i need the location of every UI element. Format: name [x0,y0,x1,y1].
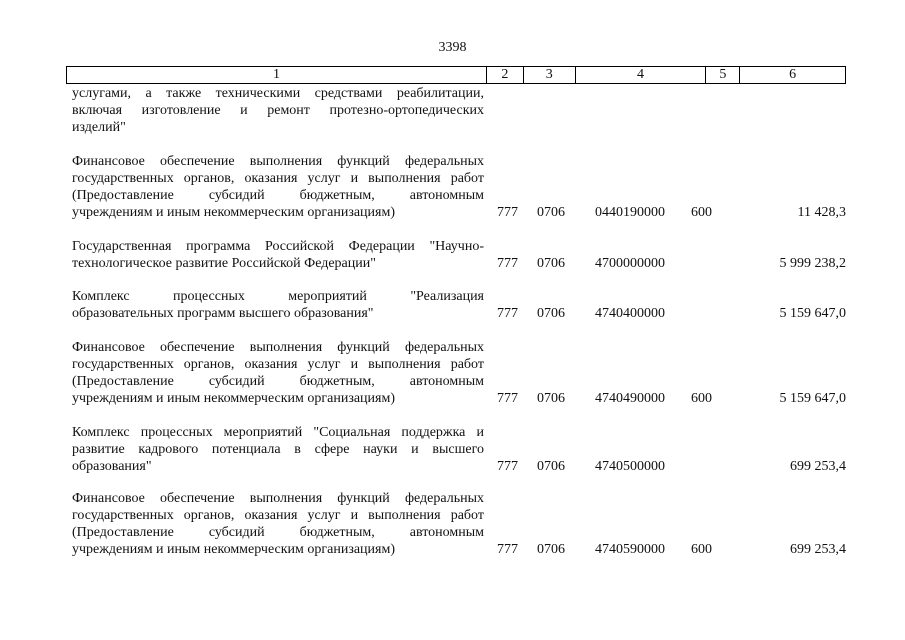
amount-value: 699 253,4 [790,542,846,557]
description-line: развитие кадрового потенциала в сфере науки и высшего [72,442,484,457]
expense-type-code: 600 [691,391,712,406]
row-description [72,153,484,221]
section-code: 0706 [537,391,565,406]
section-code: 0706 [537,306,565,321]
column-header-3: 3 [524,67,576,83]
page-number: 3398 [438,40,467,55]
target-article-code: 4740400000 [595,306,665,321]
table-row [72,339,846,407]
target-article-code: 4740590000 [595,542,665,557]
amount-value: 699 253,4 [790,459,846,474]
description-line: образования" [72,459,152,474]
description-line: включая изготовление и ремонт протезно-ортопедических [72,103,484,118]
column-header-1: 1 [67,67,487,83]
description-line: Государственная программа Российской Федерации "Научно- [72,239,484,254]
description-line: учреждениям и иным некоммерческим организациям) [72,205,396,220]
table-row [72,288,846,322]
description-line: (Предоставление субсидий бюджетным, автономным [72,525,484,540]
column-header-5: 5 [706,67,740,83]
description-line: услугами, а также техническими средствами реабилитации, [72,86,484,101]
description-line: образовательных программ высшего образования" [72,306,374,321]
description-line: (Предоставление субсидий бюджетным, автономным [72,188,484,203]
target-article-code: 4740490000 [595,391,665,406]
description-line: государственных органов, оказания услуг и выполнения работ [72,508,484,523]
expense-type-code: 600 [691,205,712,220]
row-description [72,288,484,322]
table-row [72,85,846,136]
description-line: Комплекс процессных мероприятий "Реализация [72,289,484,304]
row-description [72,339,484,407]
table-row [72,153,846,221]
description-line: Комплекс процессных мероприятий "Социальная поддержка и [72,425,484,440]
description-line: государственных органов, оказания услуг и выполнения работ [72,171,484,186]
admin-code: 777 [497,306,518,321]
amount-value: 5 159 647,0 [779,391,846,406]
admin-code: 777 [497,459,518,474]
column-header-6: 6 [789,67,797,82]
row-description [72,85,484,136]
row-description [72,238,484,272]
description-line: учреждениям и иным некоммерческим организациям) [72,391,396,406]
description-line: изделий" [72,120,126,135]
description-line: технологическое развитие Российской Федерации" [72,256,376,271]
description-line: учреждениям и иным некоммерческим организациям) [72,542,396,557]
amount-value: 11 428,3 [797,205,846,220]
row-description [72,490,484,558]
table-row [72,424,846,475]
target-article-code: 4700000000 [595,256,665,271]
admin-code: 777 [497,391,518,406]
section-code: 0706 [537,459,565,474]
row-description [72,424,484,475]
description-line: Финансовое обеспечение выполнения функций федеральных [72,491,484,506]
admin-code: 777 [497,205,518,220]
table-header [66,66,846,84]
admin-code: 777 [497,256,518,271]
section-code: 0706 [537,542,565,557]
expense-type-code: 600 [691,542,712,557]
amount-value: 5 159 647,0 [779,306,846,321]
section-code: 0706 [537,205,565,220]
description-line: (Предоставление субсидий бюджетным, автономным [72,374,484,389]
description-line: Финансовое обеспечение выполнения функций федеральных [72,340,484,355]
column-header-2: 2 [487,67,524,83]
description-line: государственных органов, оказания услуг и выполнения работ [72,357,484,372]
target-article-code: 4740500000 [595,459,665,474]
section-code: 0706 [537,256,565,271]
amount-value: 5 999 238,2 [779,256,846,271]
description-line: Финансовое обеспечение выполнения функций федеральных [72,154,484,169]
table-row [72,490,846,558]
table-row [72,238,846,272]
column-header-4: 4 [576,67,707,83]
target-article-code: 0440190000 [595,205,665,220]
admin-code: 777 [497,542,518,557]
